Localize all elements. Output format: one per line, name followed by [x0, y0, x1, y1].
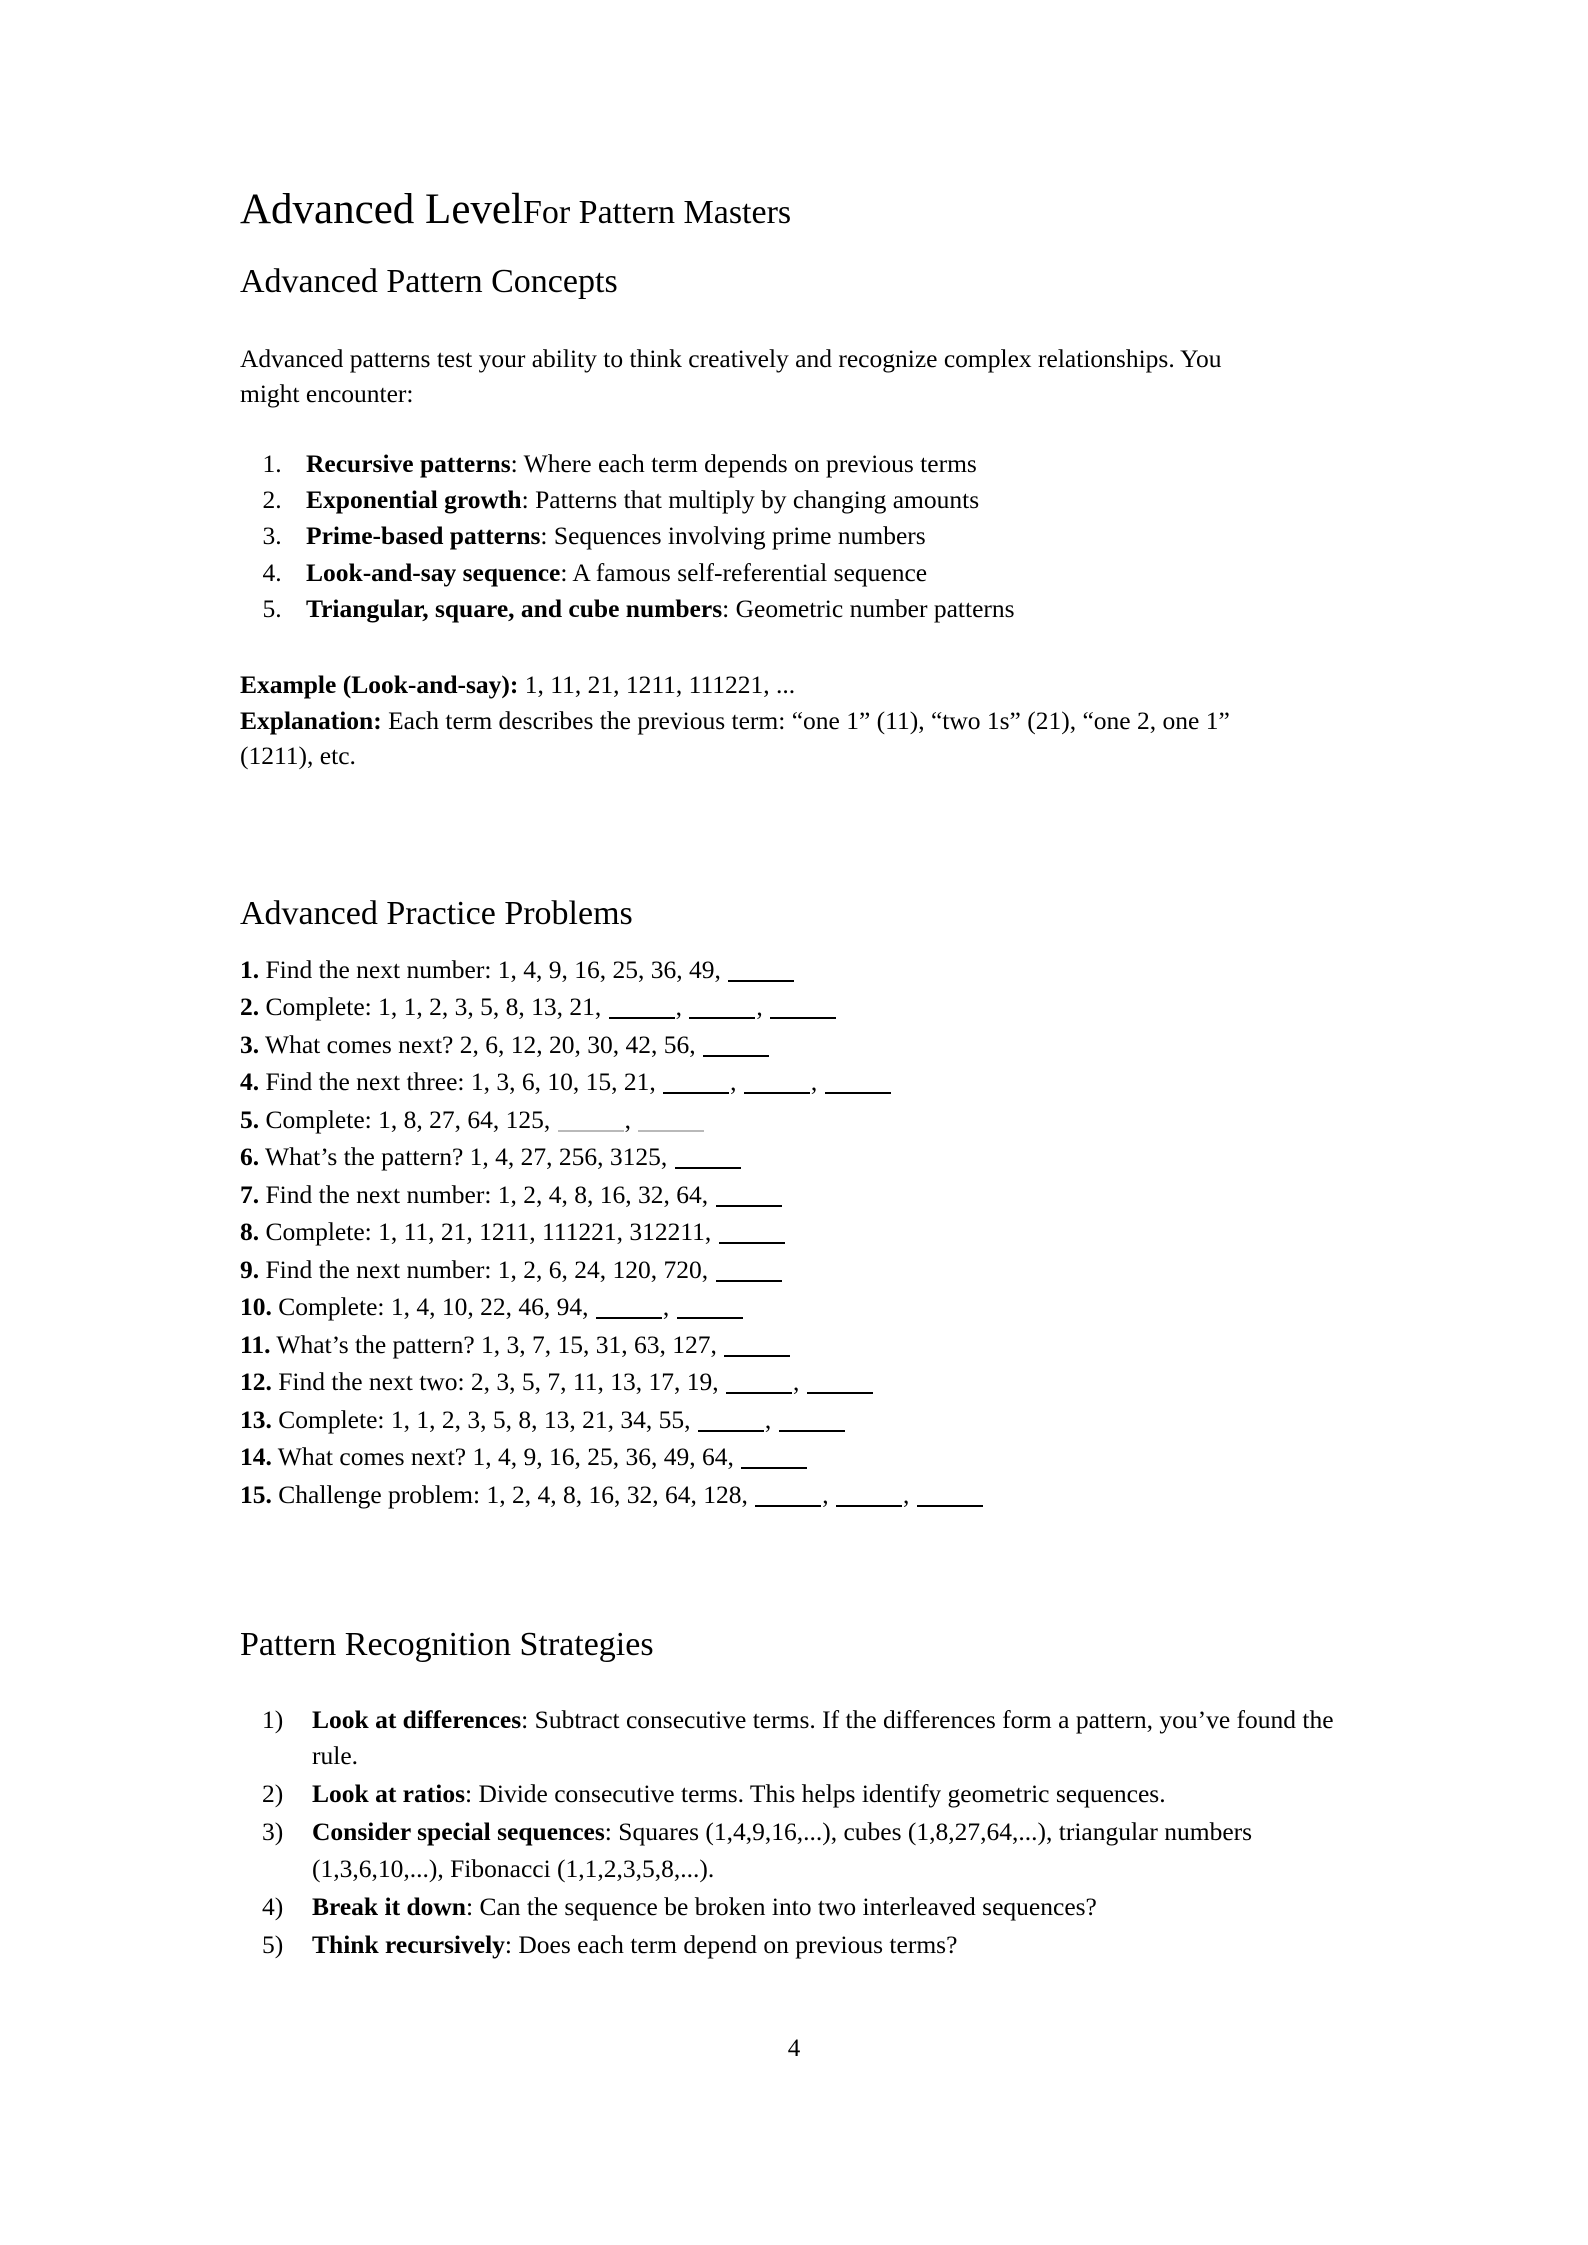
- concept-term: Look-and-say sequence: [306, 557, 561, 587]
- strategies-list: [240, 1702, 1348, 1963]
- answer-blank[interactable]: [744, 1092, 810, 1094]
- answer-blank[interactable]: [609, 1017, 675, 1019]
- practice-problem: [240, 951, 1348, 988]
- concept-term: Triangular, square, and cube numbers: [306, 593, 723, 623]
- problem-number: 3.: [240, 1029, 260, 1059]
- problem-text: What’s the pattern? 1, 4, 27, 256, 3125,: [259, 1142, 674, 1172]
- problem-text: What’s the pattern? 1, 3, 7, 15, 31, 63, 127,: [270, 1329, 724, 1359]
- problems-section-heading: Advanced Practice Problems: [240, 894, 633, 932]
- answer-blank[interactable]: [663, 1092, 729, 1094]
- answer-blank[interactable]: [724, 1355, 790, 1357]
- concept-term: Exponential growth: [306, 485, 522, 515]
- strategy-list-item: [290, 1814, 1348, 1886]
- problem-number: 5.: [240, 1104, 260, 1134]
- problem-number: 13.: [240, 1404, 272, 1434]
- strategies-section-heading: Pattern Recognition Strategies: [240, 1626, 654, 1664]
- problem-number: 2.: [240, 992, 260, 1022]
- strategy-term: Look at ratios: [312, 1779, 465, 1809]
- problem-number: 7.: [240, 1179, 260, 1209]
- answer-blank[interactable]: [677, 1317, 743, 1319]
- problem-number: 1.: [240, 954, 260, 984]
- practice-problem: 4. Find the next three: 1, 3, 6, 10, 15, 21, , ,: [240, 1063, 1348, 1100]
- answer-blank[interactable]: [779, 1430, 845, 1432]
- concept-term: Recursive patterns: [306, 448, 511, 478]
- concept-description: : Patterns that multiply by changing amounts: [521, 485, 980, 515]
- problem-number: 4.: [240, 1067, 260, 1097]
- page-number: 4: [787, 2035, 801, 2062]
- answer-blank[interactable]: [825, 1092, 891, 1094]
- concept-description: : Geometric number patterns: [722, 593, 1015, 623]
- answer-blank[interactable]: [728, 980, 794, 982]
- example-value: 1, 11, 21, 1211, 111221, ...: [518, 669, 796, 699]
- concepts-section-heading: Advanced Pattern Concepts: [240, 262, 618, 300]
- answer-blank[interactable]: [689, 1017, 755, 1019]
- problem-number: 14.: [240, 1442, 272, 1472]
- problem-number: 10.: [240, 1292, 272, 1322]
- practice-problem: 13. Complete: 1, 1, 2, 3, 5, 8, 13, 21, 34, 55, ,: [240, 1401, 1348, 1438]
- problem-number: 12.: [240, 1367, 272, 1397]
- problem-number: 8.: [240, 1217, 260, 1247]
- problem-text: Complete: 1, 4, 10, 22, 46, 94,: [271, 1292, 595, 1322]
- concept-list-item: [288, 518, 1348, 554]
- answer-blank[interactable]: [558, 1130, 624, 1132]
- problem-text: Find the next two: 2, 3, 5, 7, 11, 13, 17, 19,: [271, 1367, 725, 1397]
- problem-number: 9.: [240, 1254, 260, 1284]
- strategy-description: : Squares (1,4,9,16,...), cubes (1,8,27,64,...), triangular numbers (1,3,6,10,...), Fibonacci (1,1,2,3,5,8,...).: [312, 1817, 1253, 1883]
- answer-blank[interactable]: [770, 1017, 836, 1019]
- explanation-line: [240, 703, 1250, 774]
- answer-blank[interactable]: [716, 1280, 782, 1282]
- answer-blank[interactable]: [638, 1130, 704, 1132]
- problem-text: Complete: 1, 1, 2, 3, 5, 8, 13, 21,: [259, 992, 608, 1022]
- answer-blank[interactable]: [716, 1205, 782, 1207]
- answer-blank[interactable]: [726, 1392, 792, 1394]
- practice-problems-list: [240, 951, 1348, 1513]
- explanation-label: Explanation:: [240, 705, 382, 735]
- practice-problem: 10. Complete: 1, 4, 10, 22, 46, 94, ,: [240, 1288, 1348, 1325]
- answer-blank[interactable]: [741, 1467, 807, 1469]
- strategy-term: Look at differences: [312, 1704, 522, 1734]
- practice-problem: 2. Complete: 1, 1, 2, 3, 5, 8, 13, 21, , ,: [240, 988, 1348, 1025]
- strategy-term: Think recursively: [312, 1930, 505, 1960]
- explanation-value: Each term describes the previous term: “one 1” (11), “two 1s” (21), “one 2, one 1” (1211), etc.: [240, 705, 1230, 771]
- problem-text: Find the next number: 1, 2, 6, 24, 120, 720,: [259, 1254, 715, 1284]
- practice-problem: [240, 1251, 1348, 1288]
- concept-list-item: [288, 482, 1348, 518]
- example-line: [240, 667, 1250, 703]
- answer-blank[interactable]: [836, 1505, 902, 1507]
- problem-text: Complete: 1, 11, 21, 1211, 111221, 312211,: [259, 1217, 718, 1247]
- concept-description: : A famous self-referential sequence: [560, 557, 928, 587]
- concept-list-item: [288, 591, 1348, 627]
- page-title-main: Advanced Level: [240, 186, 523, 233]
- example-block: [240, 667, 1250, 774]
- answer-blank[interactable]: [675, 1167, 741, 1169]
- practice-problem: [240, 1176, 1348, 1213]
- strategy-list-item: [290, 1889, 1348, 1925]
- answer-blank[interactable]: [807, 1392, 873, 1394]
- strategy-description: : Divide consecutive terms. This helps identify geometric sequences.: [465, 1779, 1166, 1809]
- strategy-description: : Subtract consecutive terms. If the differences form a pattern, you’ve found the rule.: [312, 1704, 1334, 1771]
- problem-number: 11.: [240, 1329, 271, 1359]
- practice-problem: [240, 1438, 1348, 1475]
- problem-text: Challenge problem: 1, 2, 4, 8, 16, 32, 64, 128,: [271, 1479, 755, 1509]
- strategy-list-item: [290, 1927, 1348, 1963]
- concept-term: Prime-based patterns: [306, 521, 541, 551]
- concept-list-item: [288, 555, 1348, 591]
- problem-text: Find the next number: 1, 2, 4, 8, 16, 32, 64,: [259, 1179, 715, 1209]
- answer-blank[interactable]: [698, 1430, 764, 1432]
- strategy-description: : Can the sequence be broken into two interleaved sequences?: [465, 1891, 1097, 1921]
- problem-text: Find the next number: 1, 4, 9, 16, 25, 36, 49,: [259, 954, 728, 984]
- example-label: Example (Look-and-say):: [240, 669, 519, 699]
- problem-text: What comes next? 2, 6, 12, 20, 30, 42, 56,: [259, 1029, 703, 1059]
- practice-problem: 12. Find the next two: 2, 3, 5, 7, 11, 13, 17, 19, ,: [240, 1363, 1348, 1400]
- practice-problem: [240, 1326, 1348, 1363]
- strategy-description: : Does each term depend on previous terms?: [504, 1930, 958, 1960]
- strategy-term: Consider special sequences: [312, 1817, 605, 1847]
- answer-blank[interactable]: [917, 1505, 983, 1507]
- concept-description: : Where each term depends on previous terms: [510, 448, 977, 478]
- concept-list-item: [288, 446, 1348, 482]
- strategy-list-item: [290, 1702, 1348, 1774]
- answer-blank[interactable]: [755, 1505, 821, 1507]
- problem-text: Complete: 1, 8, 27, 64, 125,: [259, 1104, 557, 1134]
- problem-text: Find the next three: 1, 3, 6, 10, 15, 21,: [259, 1067, 663, 1097]
- page-title: [240, 185, 1348, 236]
- problem-text: Complete: 1, 1, 2, 3, 5, 8, 13, 21, 34, 55,: [271, 1404, 697, 1434]
- concept-description: : Sequences involving prime numbers: [540, 521, 926, 551]
- practice-problem: 5. Complete: 1, 8, 27, 64, 125, ,: [240, 1101, 1348, 1138]
- answer-blank[interactable]: [596, 1317, 662, 1319]
- concepts-list: [240, 446, 1348, 627]
- practice-problem: 15. Challenge problem: 1, 2, 4, 8, 16, 32, 64, 128, , ,: [240, 1476, 1348, 1513]
- page-title-sub: For Pattern Masters: [522, 194, 792, 231]
- problem-number: 15.: [240, 1479, 272, 1509]
- practice-problem: [240, 1213, 1348, 1250]
- strategy-term: Break it down: [312, 1891, 466, 1921]
- answer-blank[interactable]: [703, 1055, 769, 1057]
- problem-text: What comes next? 1, 4, 9, 16, 25, 36, 49, 64,: [271, 1442, 741, 1472]
- answer-blank[interactable]: [719, 1242, 785, 1244]
- strategy-list-item: [290, 1776, 1348, 1812]
- concepts-intro-paragraph: Advanced patterns test your ability to think creatively and recognize complex relationships. You might encounter:: [240, 343, 1222, 409]
- problem-number: 6.: [240, 1142, 260, 1172]
- practice-problem: [240, 1026, 1348, 1063]
- practice-problem: [240, 1138, 1348, 1175]
